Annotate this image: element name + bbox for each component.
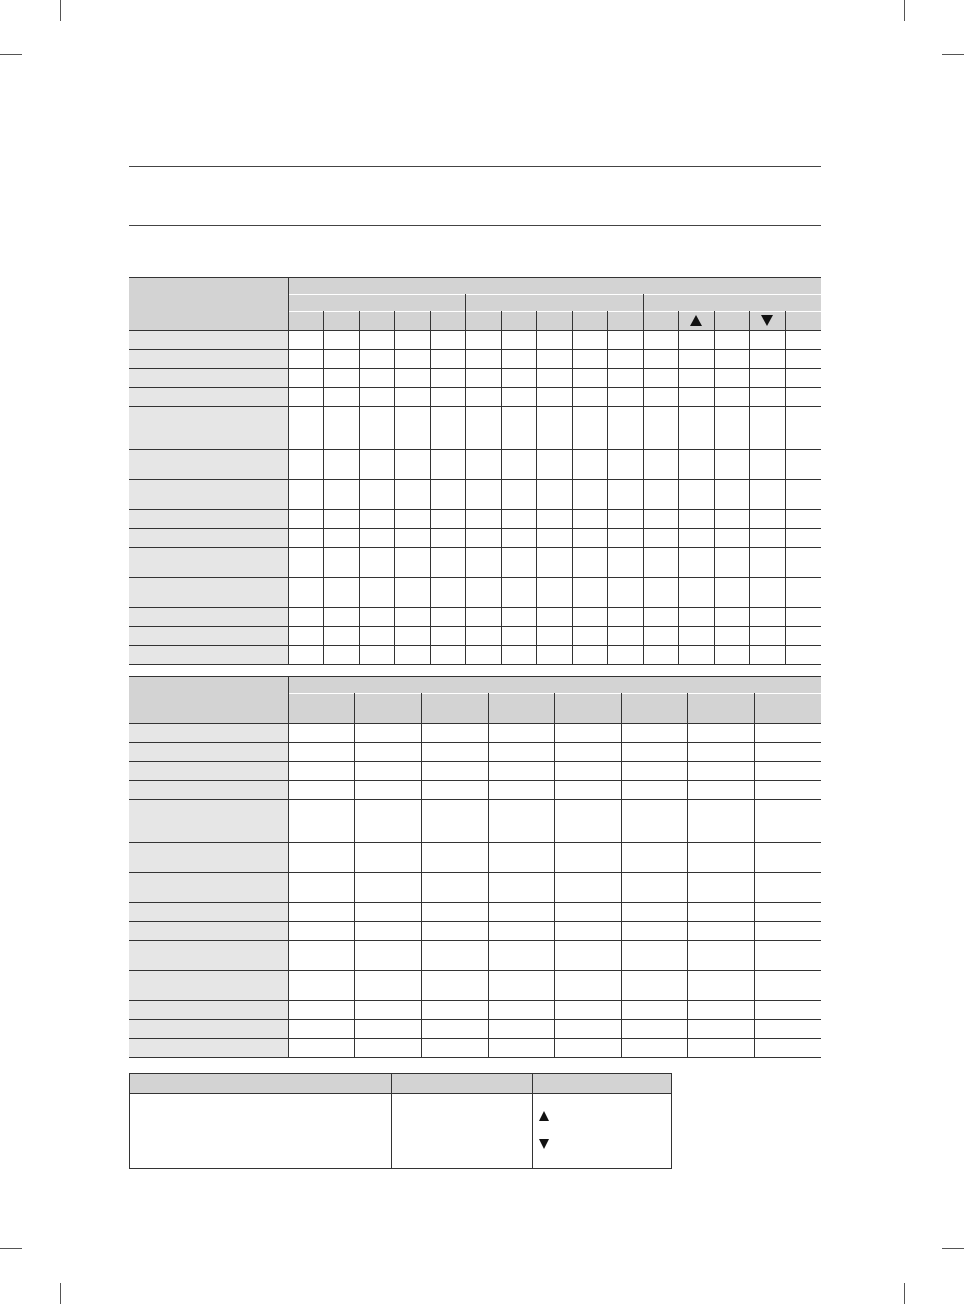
table-1-row-label bbox=[129, 368, 288, 387]
table-1-group-header bbox=[465, 294, 643, 311]
table-2-corner-header bbox=[129, 676, 288, 723]
table-1-col-divider bbox=[536, 311, 537, 664]
table-1-row-label bbox=[129, 387, 288, 406]
table-2-row-label bbox=[129, 1000, 288, 1019]
table-1-row-divider bbox=[129, 330, 821, 331]
table-1-row-label bbox=[129, 577, 288, 607]
table-1-row-label bbox=[129, 349, 288, 368]
table-1-row-divider bbox=[129, 607, 821, 608]
table-2-row-label bbox=[129, 921, 288, 940]
table-2-row-label bbox=[129, 872, 288, 902]
table-1-col-divider bbox=[678, 311, 679, 664]
table-2-column-header bbox=[554, 693, 621, 723]
table-2-row-divider bbox=[129, 902, 821, 903]
down-arrow-icon bbox=[539, 1139, 549, 1149]
table-1-corner-header bbox=[129, 277, 288, 330]
table-1-row-divider bbox=[129, 547, 821, 548]
table-2-column-header bbox=[288, 693, 354, 723]
table-1-row-label bbox=[129, 626, 288, 645]
up-arrow-icon bbox=[690, 315, 702, 326]
table-1-top-header bbox=[288, 277, 821, 294]
table-2-row-label bbox=[129, 970, 288, 1000]
table-2-row-divider bbox=[129, 742, 821, 743]
table-2-row-divider bbox=[129, 921, 821, 922]
table-2-col-divider bbox=[554, 693, 555, 1057]
table-1-border bbox=[288, 294, 821, 295]
table-2-col-divider bbox=[687, 693, 688, 1057]
table-1-col-divider bbox=[288, 277, 289, 664]
table-1-row-divider bbox=[129, 368, 821, 369]
table-2-row-divider bbox=[129, 872, 821, 873]
table-1-row-divider bbox=[129, 449, 821, 450]
table-2-col-divider bbox=[354, 693, 355, 1057]
up-arrow-icon bbox=[539, 1111, 549, 1121]
table-2-column-header bbox=[421, 693, 488, 723]
table-1-col-divider bbox=[394, 311, 395, 664]
table-2-col-divider bbox=[488, 693, 489, 1057]
table-2-row-divider bbox=[129, 1000, 821, 1001]
table-1-row-label bbox=[129, 509, 288, 528]
table-1-row-label bbox=[129, 449, 288, 479]
table-2-row-label bbox=[129, 780, 288, 799]
table-1-row-label bbox=[129, 479, 288, 509]
table-1-col-divider bbox=[749, 311, 750, 664]
table-2-column-header bbox=[488, 693, 554, 723]
page-title bbox=[129, 175, 821, 215]
crop-mark bbox=[60, 1283, 61, 1304]
table-2-row-divider bbox=[129, 723, 821, 724]
table-2-col-divider bbox=[421, 693, 422, 1057]
table-2-row-divider bbox=[129, 799, 821, 800]
table-1-row-divider bbox=[129, 645, 821, 646]
table-1-col-divider bbox=[430, 311, 431, 664]
table-2-row-divider bbox=[129, 940, 821, 941]
table-1-row-divider bbox=[129, 626, 821, 627]
table-2-row-label bbox=[129, 799, 288, 842]
table-2-row-divider bbox=[129, 970, 821, 971]
table-1-row-divider bbox=[129, 406, 821, 407]
table-1-row-divider bbox=[129, 528, 821, 529]
legend-divider bbox=[391, 1074, 392, 1168]
table-1-col-divider bbox=[323, 311, 324, 664]
table-2-row-label bbox=[129, 842, 288, 872]
table-1 bbox=[129, 277, 821, 665]
table-2-row-label bbox=[129, 742, 288, 761]
table-2-row-label bbox=[129, 902, 288, 921]
table-1-col-divider bbox=[572, 311, 573, 664]
table-1-col-divider bbox=[465, 294, 466, 664]
table-2-column-header bbox=[621, 693, 687, 723]
legend-header bbox=[391, 1074, 532, 1093]
table-1-row-divider bbox=[129, 577, 821, 578]
table-2-row-label bbox=[129, 1019, 288, 1038]
table-2-row-divider bbox=[129, 761, 821, 762]
table-2-row-divider bbox=[129, 842, 821, 843]
table-2-row-divider bbox=[129, 1057, 821, 1058]
table-2-col-divider bbox=[754, 693, 755, 1057]
table-1-col-divider bbox=[714, 311, 715, 664]
table-2-top-header bbox=[288, 676, 821, 693]
crop-mark bbox=[942, 54, 964, 55]
table-2-column-header bbox=[754, 693, 821, 723]
table-2-row-divider bbox=[129, 780, 821, 781]
crop-mark bbox=[60, 0, 61, 21]
table-2-row-label bbox=[129, 723, 288, 742]
table-2-row-label bbox=[129, 761, 288, 780]
table-2-row-divider bbox=[129, 1019, 821, 1020]
table-1-border bbox=[288, 311, 821, 312]
title-rule-top bbox=[129, 166, 821, 167]
table-2-col-divider bbox=[288, 676, 289, 1057]
table-1-row-divider bbox=[129, 664, 821, 665]
table-1-col-divider bbox=[643, 294, 644, 664]
table-2-row-divider bbox=[129, 1038, 821, 1039]
table-1-row-label bbox=[129, 547, 288, 577]
legend-header bbox=[532, 1074, 671, 1093]
table-2-row-label bbox=[129, 1038, 288, 1057]
legend-divider bbox=[532, 1074, 533, 1168]
table-1-col-divider bbox=[501, 311, 502, 664]
legend-divider bbox=[130, 1093, 671, 1094]
table-2-border bbox=[129, 676, 821, 677]
table-1-group-header bbox=[288, 294, 465, 311]
crop-mark bbox=[904, 1283, 905, 1304]
table-1-col-divider bbox=[607, 311, 608, 664]
title-rule-bottom bbox=[129, 225, 821, 226]
table-1-row-label bbox=[129, 607, 288, 626]
crop-mark bbox=[942, 1248, 964, 1249]
table-1-row-label bbox=[129, 645, 288, 664]
crop-mark bbox=[0, 1248, 22, 1249]
table-1-col-divider bbox=[359, 311, 360, 664]
table-2-column-header bbox=[354, 693, 421, 723]
table-2-col-divider bbox=[621, 693, 622, 1057]
table-1-col-divider bbox=[785, 311, 786, 664]
table-1-group-header bbox=[643, 294, 821, 311]
table-1-row-divider bbox=[129, 479, 821, 480]
table-1-row-divider bbox=[129, 387, 821, 388]
table-2 bbox=[129, 676, 821, 1057]
legend-header bbox=[130, 1074, 391, 1093]
down-arrow-icon bbox=[761, 315, 773, 326]
crop-mark bbox=[0, 54, 22, 55]
legend-table bbox=[129, 1073, 672, 1169]
table-1-row-label bbox=[129, 528, 288, 547]
table-1-column-header-row bbox=[288, 311, 821, 330]
table-2-row-label bbox=[129, 940, 288, 970]
table-1-row-label bbox=[129, 330, 288, 349]
crop-mark bbox=[904, 0, 905, 21]
table-1-row-label bbox=[129, 406, 288, 449]
table-1-row-divider bbox=[129, 509, 821, 510]
table-1-row-divider bbox=[129, 349, 821, 350]
table-1-border bbox=[129, 277, 821, 278]
table-2-column-header bbox=[687, 693, 754, 723]
